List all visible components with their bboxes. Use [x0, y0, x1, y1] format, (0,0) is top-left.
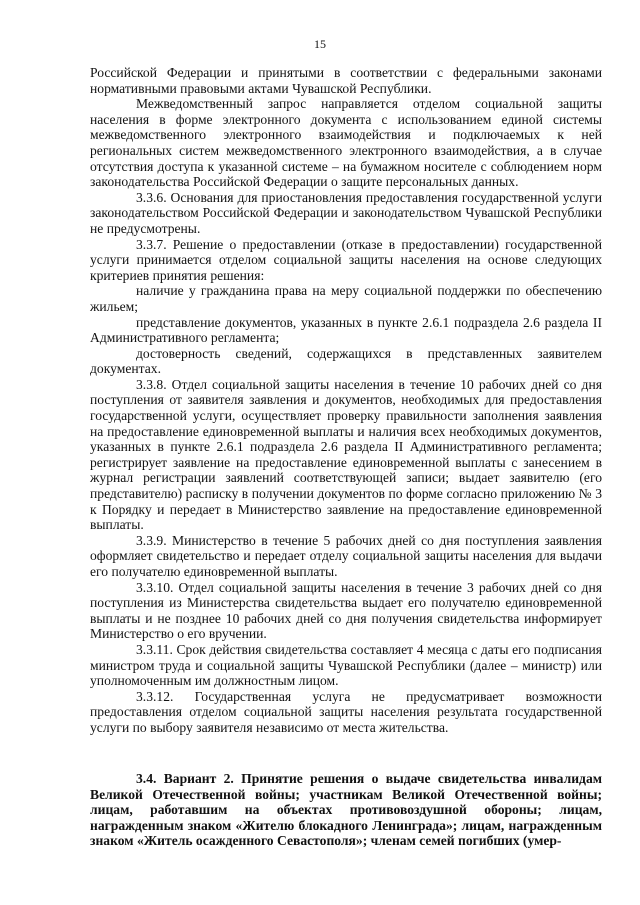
paragraph: наличие у гражданина права на меру социальной поддержки по обеспечению жильем;	[90, 283, 602, 314]
paragraph: 3.3.8. Отдел социальной защиты населения в течение 10 рабочих дней со дня поступления от заявителя заявления и документов, необходимых для предоставления государственной услуги, осуществляет проверку правильности заполнения заявления на предоставление единовременной выплаты и наличия всех необходимых документов, указанных в пункте 2.6.1 подраздела 2.6 раздела II Административного регламента; регистрирует заявление на предоставление единовременной выплаты с занесением в журнал регистрации заявлений соответствующей записи; выдает заявителю (его представителю) расписку в получении документов по форме согласно приложению № 3 к Порядку и передает в Министерство заявление на предоставление единовременной выплаты.	[90, 376, 602, 533]
paragraph: достоверность сведений, содержащихся в представленных заявителем документах.	[90, 345, 602, 377]
paragraph: 3.3.9. Министерство в течение 5 рабочих дней со дня поступления заявления оформляет свидетельство и передает отделу социальной защиты населения для выдачи его получателю единовременной выплаты.	[90, 532, 602, 579]
section-heading: 3.4. Вариант 2. Принятие решения о выдаче свидетельства инвалидам Великой Отечественной войны; участникам Великой Отечественной войны; лицам, работавшим на объектах противовоздушной обороны; лицам, награжденным знаком «Жителю блокадного Ленинграда»; лицам, награжденным знаком «Житель осажденного Севастополя»; членам семей погибших (умер-	[90, 771, 602, 849]
paragraph: 3.3.11. Срок действия свидетельства составляет 4 месяца с даты его подписания министром труда и социальной защиты Чувашской Республики (далее – министр) или уполномоченным им должностным лицом.	[90, 641, 602, 689]
paragraph: 3.3.6. Основания для приостановления предоставления государственной услуги законодательством Российской Федерации и законодательством Чувашской Республики не предусмотрены.	[90, 189, 602, 236]
paragraph: представление документов, указанных в пункте 2.6.1 подраздела 2.6 раздела II Административного регламента;	[90, 314, 602, 346]
paragraph: Российской Федерации и принятыми в соответствии с федеральными законами нормативными правовыми актами Чувашской Республики.	[90, 65, 602, 96]
paragraph: 3.3.7. Решение о предоставлении (отказе в предоставлении) государственной услуги принимается отделом социальной защиты населения на основе следующих критериев принятия решения:	[90, 236, 602, 283]
document-body	[90, 65, 602, 736]
page-number: 15	[314, 37, 326, 51]
paragraph: 3.3.12. Государственная услуга не предусматривает возможности предоставления отделом социальной защиты населения результата государственной услуги по выбору заявителя независимо от места жительства.	[90, 688, 602, 735]
paragraph: Межведомственный запрос направляется отделом социальной защиты населения в форме электронного документа с использованием единой системы межведомственного электронного взаимодействия и подключаемых к ней региональных систем межведомственного электронного взаимодействия, а в случае отсутствия доступа к указанной системе – на бумажном носителе с соблюдением норм законодательства Российской Федерации о защите персональных данных.	[90, 96, 602, 190]
paragraph: 3.3.10. Отдел социальной защиты населения в течение 3 рабочих дней со дня поступления из Министерства свидетельства выдает его получателю единовременной выплаты и не позднее 10 рабочих дней со дня получения свидетельства информирует Министерство о его вручении.	[90, 579, 602, 642]
